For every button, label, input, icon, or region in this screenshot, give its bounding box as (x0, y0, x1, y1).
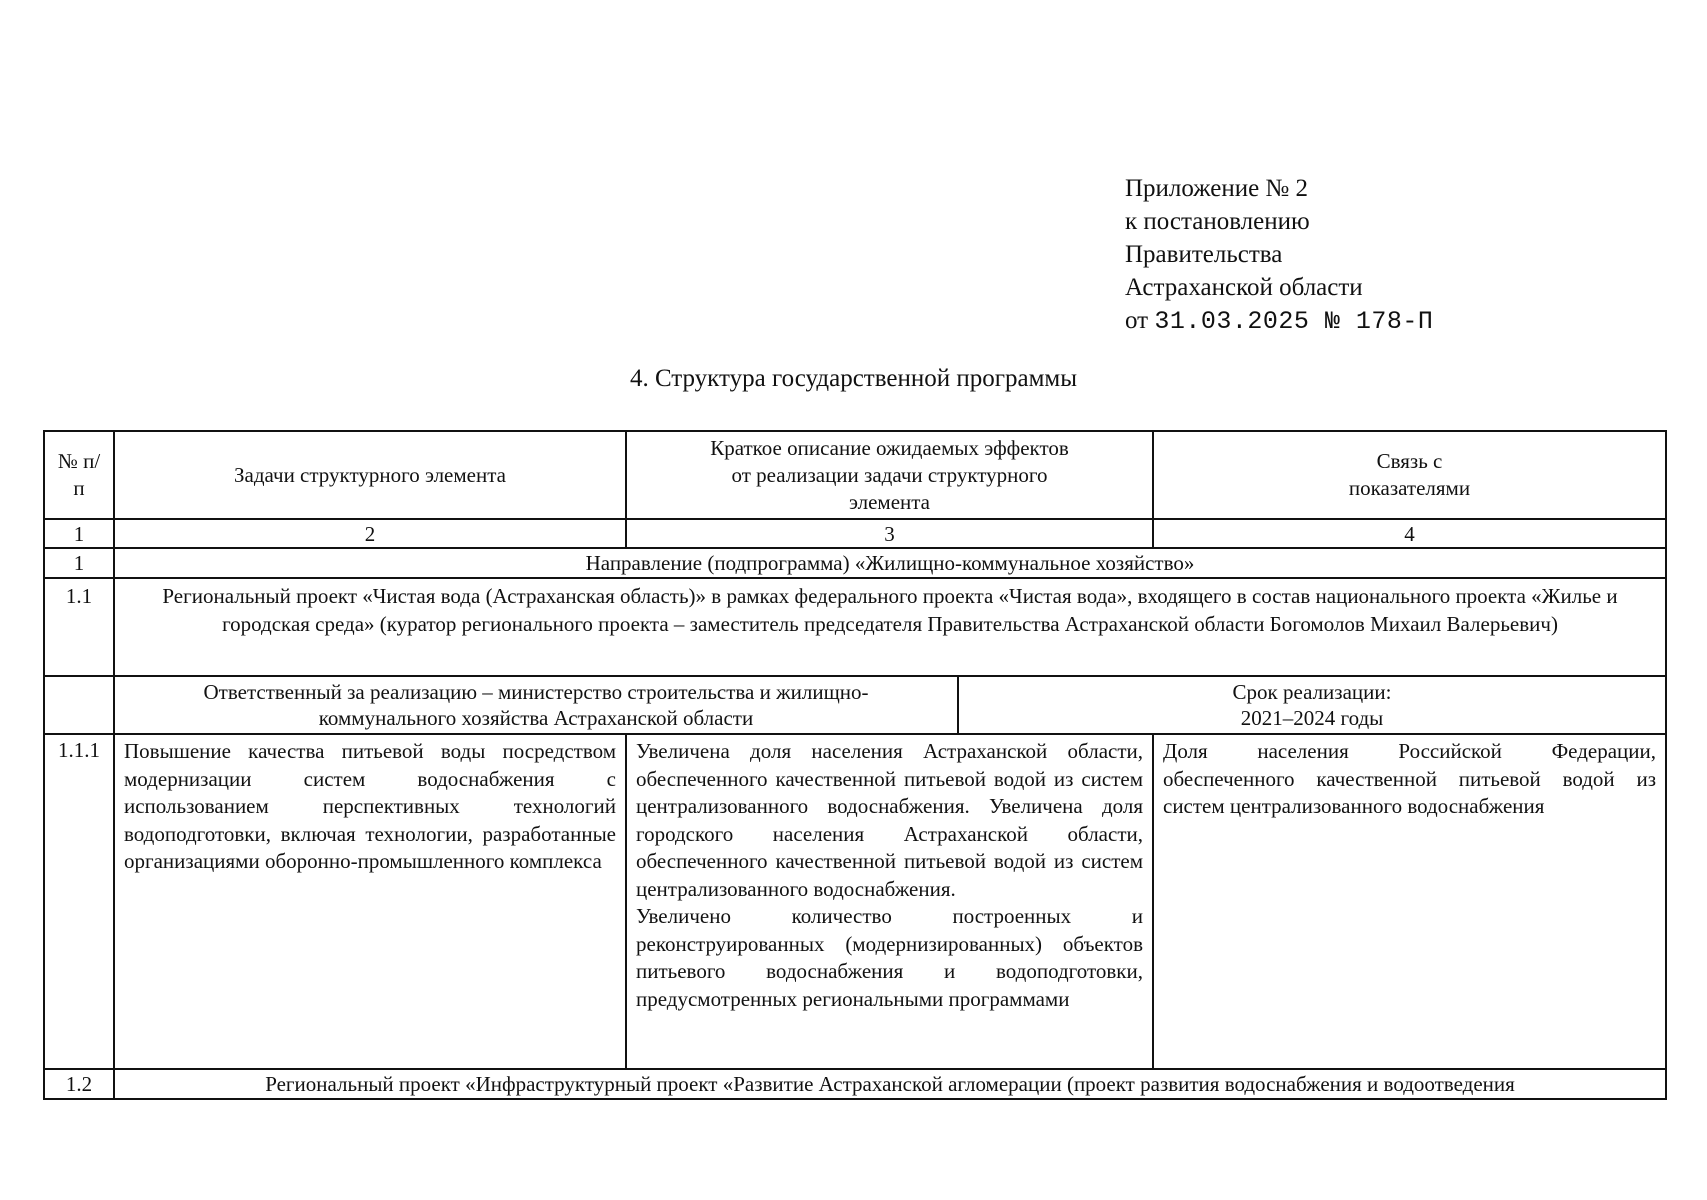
header-tasks: Задачи структурного элемента (114, 431, 626, 519)
term-value: 2021–2024 годы (1240, 706, 1384, 730)
stamp-line-3: Правительства (1125, 241, 1283, 268)
project-title: Региональный проект «Чистая вода (Астраханская область)» в рамках федерального проекта «Чистая вода», входящего в состав национального проекта «Жилье и городская среда» (куратор регионального проекта – заместитель председателя Правительства Астраханской области Богомолов Михаил Валерьевич) (162, 584, 1618, 636)
task-row-1-1-1 (44, 734, 1666, 1069)
project-number: 1.2 (44, 1069, 114, 1099)
column-number: 3 (626, 519, 1153, 548)
column-numbers-row (44, 519, 1666, 548)
task-effects (626, 734, 1153, 1069)
stamp-number: 31.03.2025 № 178-П (1154, 307, 1434, 336)
program-structure-table (43, 430, 1665, 1102)
section-title: Направление (подпрограмма) «Жилищно-коммунальное хозяйство» (114, 548, 1666, 578)
task-indicator: Доля населения Российской Федерации, обеспеченного качественной питьевой водой из систем централизованного водоснабжения (1153, 734, 1666, 1069)
stamp-line-2: к постановлению (1125, 208, 1310, 235)
appendix-stamp (1125, 172, 1433, 338)
section-row (44, 548, 1666, 578)
header-number: № п/п (44, 431, 114, 519)
stamp-line-5 (1125, 304, 1433, 338)
page-title: 4. Структура государственной программы (629, 365, 1078, 392)
project-row-1-1 (44, 578, 1666, 676)
task-description: Повышение качества питьевой воды посредством модернизации систем водоснабжения с использованием перспективных технологий водоподготовки, включая технологии, разработанные организациями оборонно-промышленного комплекса (114, 734, 626, 1069)
header-row (44, 431, 1666, 519)
project-title: Региональный проект «Инфраструктурный проект «Развитие Астраханской агломерации (проект развития водоснабжения и водоотведения (114, 1069, 1666, 1099)
project-number: 1.1 (44, 578, 114, 676)
header-effects: Краткое описание ожидаемых эффектов от реализации задачи структурного элемента (626, 431, 1153, 519)
responsible-text: Ответственный за реализацию – министерство строительства и жилищно-коммунального хозяйства Астраханской области (203, 680, 869, 730)
effect-paragraph: Увеличено количество построенных и реконструированных (модернизированных) объектов питьевого водоснабжения и водоподготовки, предусмотренных региональными программами (636, 904, 1143, 1011)
stamp-prefix: от (1125, 307, 1149, 334)
project-row-1-2 (44, 1069, 1666, 1099)
column-number: 1 (44, 519, 114, 548)
stamp-line-4: Астраханской области (1125, 274, 1363, 301)
responsible-row (44, 676, 1666, 734)
effect-paragraph: Увеличена доля населения Астраханской области, обеспеченного качественной питьевой водой из систем централизованного водоснабжения. Увеличена доля городского населения Астраханской области, обеспеченного качественной питьевой водой из систем централизованного водоснабжения. (636, 739, 1143, 901)
term-label: Срок реализации: (1232, 680, 1392, 704)
column-number: 2 (114, 519, 626, 548)
stamp-line-1: Приложение № 2 (1125, 175, 1309, 202)
column-number: 4 (1153, 519, 1666, 548)
header-indicators: Связь с показателями (1153, 431, 1666, 519)
section-number: 1 (44, 548, 114, 578)
task-number: 1.1.1 (44, 734, 114, 1069)
